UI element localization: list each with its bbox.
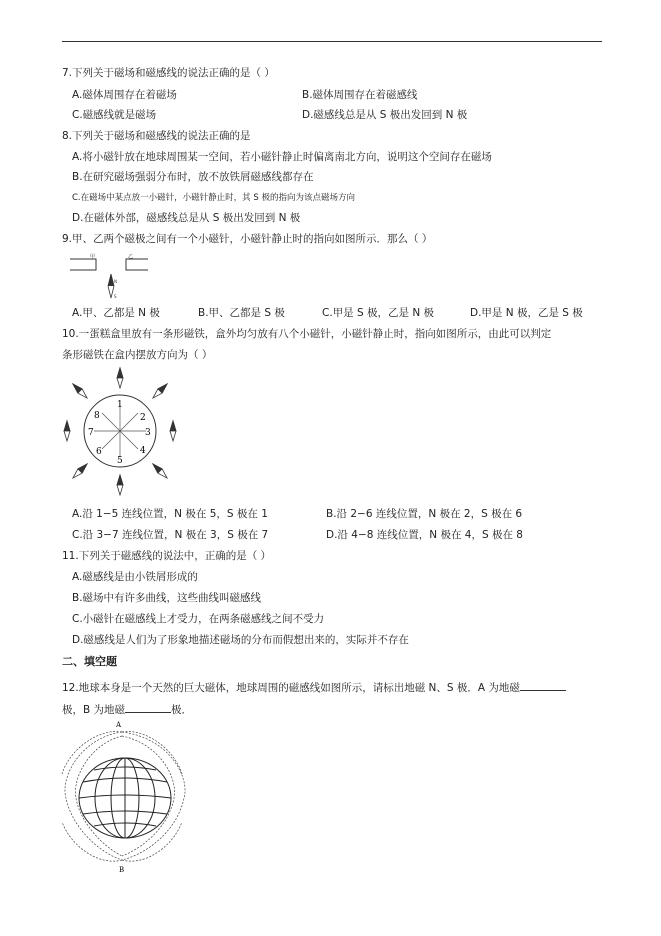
header-rule (62, 41, 602, 42)
q12-stem-line1: 12.地球本身是一个天然的巨大磁体，地球周围的磁感线如图所示，请标出地磁 N、S 极．A 为地磁 (62, 680, 566, 695)
q10-needle-right (170, 421, 176, 441)
q9-magnet-figure (68, 254, 158, 302)
q9-needle-n: N (114, 279, 117, 284)
q7-option-b[interactable]: B.磁体周围存在着磁感线 (302, 89, 418, 101)
q10-num-4: 4 (140, 446, 146, 456)
q10-needle-top (117, 368, 123, 388)
q9-option-d[interactable]: D.甲是 N 极，乙是 S 极 (470, 307, 583, 319)
q8-option-d[interactable]: D.在磁体外部，磁感线总是从 S 极出发回到 N 极 (72, 212, 301, 224)
q10-needle-topleft (71, 382, 89, 400)
q8-option-a[interactable]: A.将小磁针放在地球周围某一空间，若小磁针静止时偏离南北方向，说明这个空间存在磁场 (72, 151, 492, 163)
q9-stem: 9.甲、乙两个磁极之间有一个小磁针，小磁针静止时的指向如图所示．那么（ ） (62, 233, 433, 245)
q10-num-1: 1 (117, 400, 123, 410)
q9-option-a[interactable]: A.甲、乙都是 N 极 (72, 307, 160, 319)
q10-option-c[interactable]: C.沿 3−7 连线位置，N 极在 3，S 极在 7 (72, 529, 269, 541)
q10-option-a[interactable]: A.沿 1−5 连线位置，N 极在 5，S 极在 1 (72, 508, 268, 520)
q9-option-c[interactable]: C.甲是 S 极，乙是 N 极 (322, 307, 435, 319)
q12-blank-b[interactable] (125, 702, 171, 713)
q7-option-c[interactable]: C.磁感线就是磁场 (72, 109, 157, 121)
q12-label-b: B (119, 866, 125, 874)
q10-num-5: 5 (117, 456, 123, 466)
q10-needle-left (64, 421, 70, 441)
q10-num-2: 2 (140, 413, 146, 423)
q9-needle-s: S (114, 294, 117, 299)
q7-option-d[interactable]: D.磁感线总是从 S 极出发回到 N 极 (302, 109, 468, 121)
q11-stem: 11.下列关于磁感线的说法中，正确的是（ ） (62, 550, 272, 562)
q10-needle-bottomright (151, 462, 169, 480)
q11-option-a[interactable]: A.磁感线是由小铁屑形成的 (72, 571, 198, 583)
q10-stem-line2: 条形磁铁在盒内摆放方向为（ ） (62, 349, 213, 361)
q7-option-a[interactable]: A.磁体周围存在着磁场 (72, 89, 177, 101)
q8-option-b[interactable]: B.在研究磁场强弱分布时，放不放铁屑磁感线都存在 (72, 171, 314, 183)
q12-earth-field-figure (60, 718, 200, 878)
q10-num-3: 3 (145, 428, 151, 438)
q10-option-b[interactable]: B.沿 2−6 连线位置，N 极在 2，S 极在 6 (326, 508, 523, 520)
q10-num-7: 7 (88, 428, 94, 438)
q12-label-a: A (116, 721, 122, 729)
q10-needle-bottom (117, 475, 123, 495)
q10-needle-bottomleft (71, 462, 89, 480)
q12-blank-a[interactable] (520, 680, 566, 691)
q10-compass-figure (60, 368, 180, 500)
q10-num-8: 8 (94, 411, 100, 421)
q9-label-jia: 甲 (90, 254, 96, 260)
q11-option-c[interactable]: C.小磁针在磁感线上才受力，在两条磁感线之间不受力 (72, 613, 325, 625)
q9-label-yi: 乙 (128, 254, 134, 260)
q11-option-b[interactable]: B.磁场中有许多曲线，这些曲线叫磁感线 (72, 592, 262, 604)
q7-stem: 7.下列关于磁场和磁感线的说法正确的是（ ） (62, 67, 275, 79)
q11-option-d[interactable]: D.磁感线是人们为了形象地描述磁场的分布而假想出来的，实际并不存在 (72, 634, 409, 646)
section-title-fill-blank: 二、填空题 (62, 655, 117, 668)
q10-needle-topright (151, 382, 169, 400)
q10-option-d[interactable]: D.沿 4−8 连线位置，N 极在 4，S 极在 8 (326, 529, 523, 541)
q12-stem-line2: 极，B 为地磁 极． (62, 704, 193, 716)
q10-num-6: 6 (96, 447, 102, 457)
q9-option-b[interactable]: B.甲、乙都是 S 极 (198, 307, 285, 319)
q8-option-c[interactable]: C.在磁场中某点放一小磁针，小磁针静止时，其 S 极的指向为该点磁场方向 (72, 193, 355, 203)
q10-stem-line1: 10.一蛋糕盒里放有一条形磁铁，盒外均匀放有八个小磁针，小磁针静止时，指向如图所示，由此可以判定 (62, 328, 552, 340)
q8-stem: 8.下列关于磁场和磁感线的说法正确的是 (62, 130, 251, 142)
